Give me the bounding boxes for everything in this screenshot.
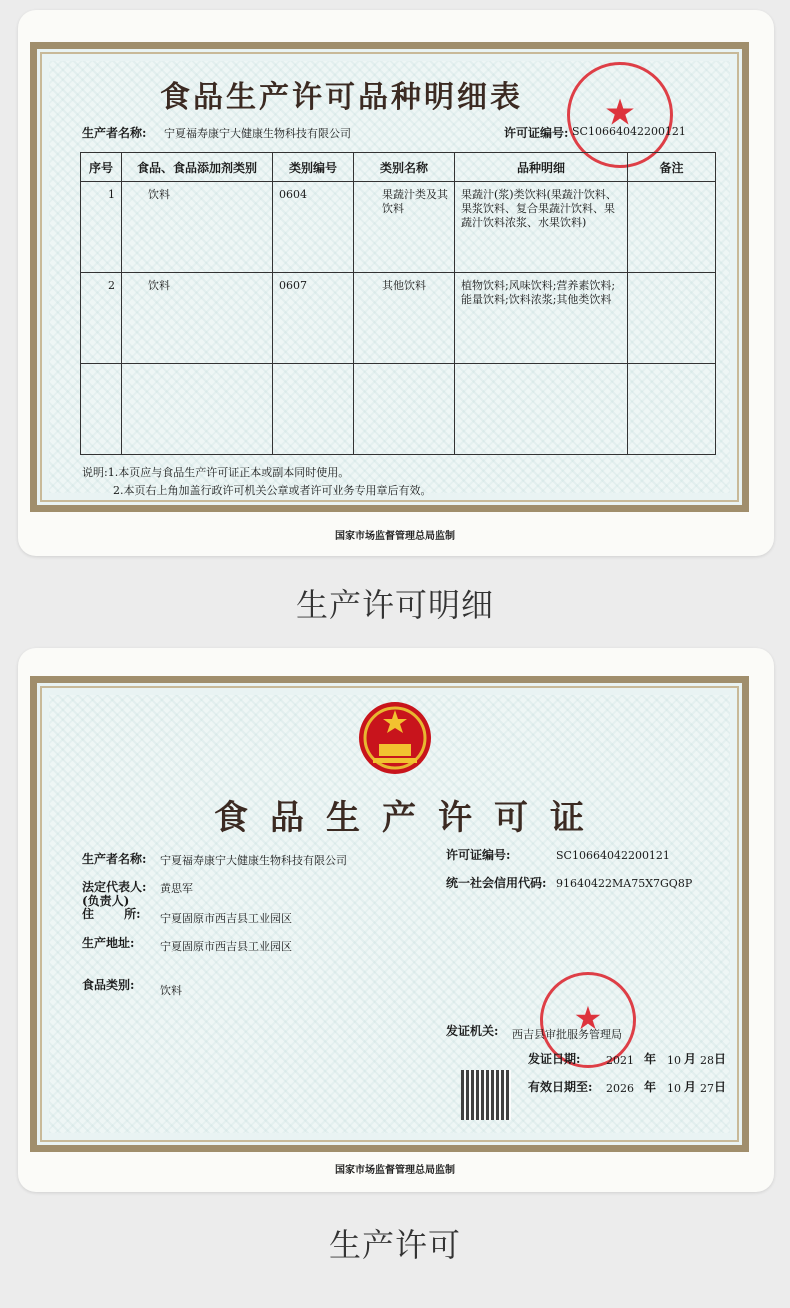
caption-detail: 生产许可明细 [295, 586, 494, 624]
legal-rep-value: 黄思军 [160, 882, 193, 895]
issue-year-char: 年 [644, 1052, 657, 1066]
cell-no: 1 [81, 182, 122, 273]
license-value-2: SC10664042200121 [556, 849, 670, 862]
food-category-label: 食品类别: [82, 978, 135, 992]
cell-category: 饮料 [122, 273, 273, 364]
producer-value-2: 宁夏福寿康宁大健康生物科技有限公司 [160, 854, 347, 867]
cell-code: 0607 [273, 273, 354, 364]
official-seal-stamp-2: ★ [540, 972, 636, 1068]
issue-year: 2021 [606, 1054, 634, 1067]
cell-note [628, 273, 716, 364]
table-row [81, 273, 716, 364]
header-category: 食品、食品添加剂类别 [122, 153, 273, 182]
producer-label-1: 生产者名称: [82, 126, 147, 140]
producer-value-1: 宁夏福寿康宁大健康生物科技有限公司 [164, 127, 351, 140]
legal-rep-sub: (负责人) [82, 894, 130, 908]
prod-address-value: 宁夏固原市西吉县工业园区 [160, 940, 292, 953]
table-row-empty [81, 364, 716, 455]
cell-note [628, 182, 716, 273]
qr-code-icon [461, 1070, 511, 1120]
address-value: 宁夏固原市西吉县工业园区 [160, 912, 292, 925]
note-1: 说明:1.本页应与食品生产许可证正本或副本同时使用。 [82, 466, 350, 479]
issue-day-char: 日 [714, 1052, 727, 1066]
note-2: 2.本页右上角加盖行政许可机关公章或者许可业务专用章后有效。 [113, 484, 432, 497]
table-row [81, 182, 716, 273]
header-no: 序号 [81, 153, 122, 182]
producer-label-2: 生产者名称: [82, 852, 147, 866]
cell-name: 其他饮料 [354, 273, 455, 364]
official-seal-stamp-1: ★ [567, 62, 673, 168]
legal-rep-label: 法定代表人: [82, 880, 147, 894]
valid-day-char: 日 [714, 1080, 727, 1094]
valid-month: 10 [667, 1082, 681, 1095]
valid-year: 2026 [606, 1082, 634, 1095]
table-header-row [81, 153, 716, 182]
cell-detail: 果蔬汁(浆)类饮料(果蔬汁饮料、果浆饮料、复合果蔬汁饮料、果蔬汁饮料浓浆、水果饮料) [455, 182, 628, 273]
cell-no: 2 [81, 273, 122, 364]
prod-address-label: 生产地址: [82, 936, 135, 950]
license-title: 食品生产许可证 [214, 798, 606, 838]
cell-detail: 植物饮料;风味饮料;营养素饮料;能量饮料;饮料浓浆;其他类饮料 [455, 273, 628, 364]
detail-title: 食品生产许可品种明细表 [160, 80, 523, 115]
food-category-value: 饮料 [160, 984, 182, 997]
issue-month-char: 月 [684, 1052, 697, 1066]
license-label-1: 许可证编号: [504, 126, 569, 140]
issuer-label: 发证机关: [446, 1024, 499, 1038]
cell-name: 果蔬汁类及其饮料 [354, 182, 455, 273]
valid-day: 27 [700, 1082, 714, 1095]
issuer-value: 西吉县审批服务管理局 [512, 1028, 622, 1041]
detail-footer: 国家市场监督管理总局监制 [335, 531, 455, 542]
national-emblem-icon [355, 700, 435, 778]
valid-date-label: 有效日期至: [528, 1080, 593, 1094]
valid-month-char: 月 [684, 1080, 697, 1094]
issue-date-label: 发证日期: [528, 1052, 581, 1066]
valid-year-char: 年 [644, 1080, 657, 1094]
credit-code-label: 统一社会信用代码: [446, 876, 547, 890]
credit-code-value: 91640422MA75X7GQ8P [556, 877, 693, 890]
cell-code: 0604 [273, 182, 354, 273]
caption-license: 生产许可 [328, 1226, 461, 1264]
header-code: 类别编号 [273, 153, 354, 182]
issue-month: 10 [667, 1054, 681, 1067]
address-label: 住 所: [82, 907, 141, 921]
cell-category: 饮料 [122, 182, 273, 273]
header-name: 类别名称 [354, 153, 455, 182]
header-detail: 品种明细 [455, 153, 628, 182]
license-label-2: 许可证编号: [446, 848, 511, 862]
issue-day: 28 [700, 1054, 714, 1067]
license-value-1: SC10664042200121 [572, 125, 686, 138]
variety-table [80, 152, 716, 455]
header-note: 备注 [628, 153, 716, 182]
license-footer: 国家市场监督管理总局监制 [335, 1165, 455, 1176]
